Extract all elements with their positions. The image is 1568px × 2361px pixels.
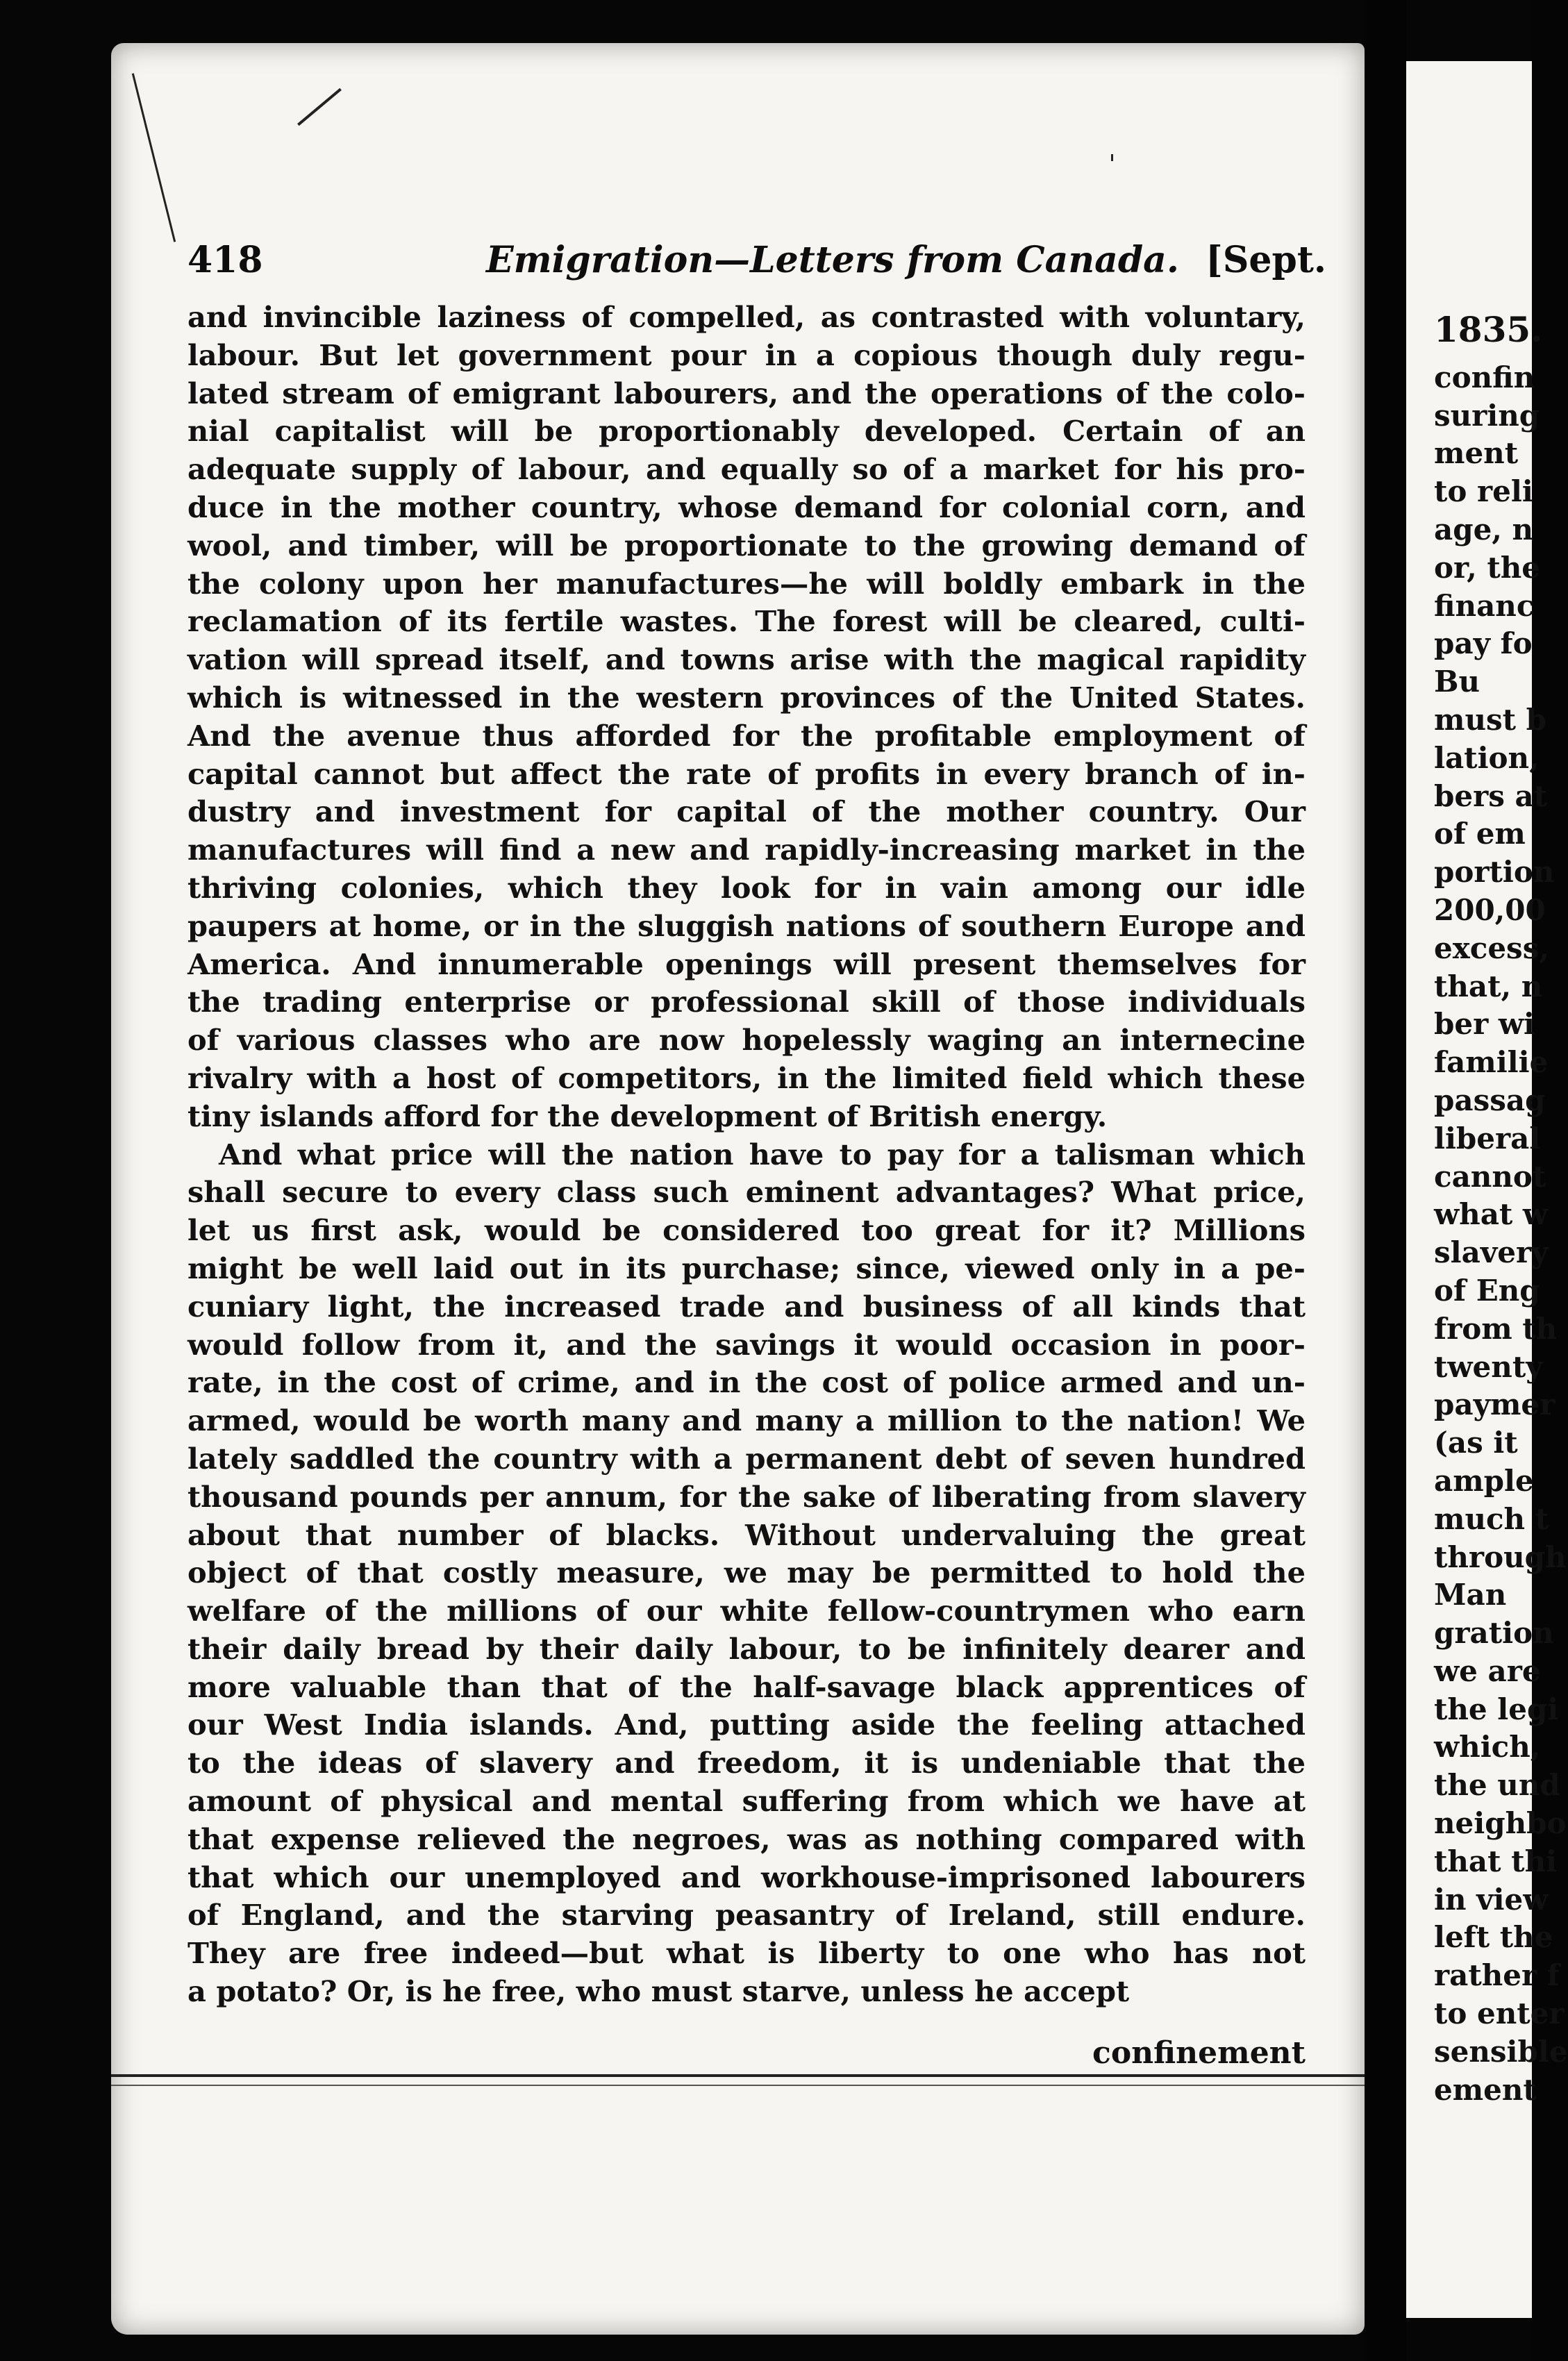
adjacent-text-fragment: that thi xyxy=(1434,1844,1558,1878)
text-line: America. And innumerable openings will present themselves for xyxy=(187,946,1306,981)
adjacent-text-fragment: to enter xyxy=(1434,1996,1565,2031)
adjacent-text-fragment: gration xyxy=(1434,1616,1554,1651)
adjacent-text-fragment: pay fo xyxy=(1434,626,1533,661)
page-gutter xyxy=(1365,0,1406,2361)
text-line: paupers at home, or in the sluggish nations of southern Europe and xyxy=(187,908,1306,943)
text-line: rate, in the cost of crime, and in the cost of police armed and un- xyxy=(187,1365,1306,1400)
text-line: duce in the mother country, whose demand for colonial corn, and xyxy=(187,490,1306,524)
text-line: And what price will the nation have to pay for a talisman which xyxy=(219,1137,1306,1171)
text-line: would follow from it, and the savings it would occasion in poor- xyxy=(187,1327,1306,1362)
text-line: dustry and investment for capital of the mother country. Our xyxy=(187,794,1306,829)
text-line: thousand pounds per annum, for the sake of liberating from slavery xyxy=(187,1479,1306,1514)
text-line: our West India islands. And, putting aside the feeling attached xyxy=(187,1708,1306,1742)
text-line: nial capitalist will be proportionably developed. Certain of an xyxy=(187,414,1306,449)
adjacent-text-fragment: sensible xyxy=(1434,2034,1568,2069)
text-line: their daily bread by their daily labour, to be infinitely dearer and xyxy=(187,1631,1306,1666)
text-line: a potato? Or, is he free, who must starve, unless he accept xyxy=(187,1974,1130,2009)
adjacent-text-fragment: the und xyxy=(1434,1768,1560,1803)
text-line: which is witnessed in the western provinces of the United States. xyxy=(187,680,1306,715)
adjacent-text-fragment: to reli xyxy=(1434,474,1533,509)
adjacent-text-fragment: much t xyxy=(1434,1501,1549,1536)
adjacent-text-fragment: paymer xyxy=(1434,1387,1556,1422)
adjacent-text-fragment: familie xyxy=(1434,1045,1549,1080)
text-line: labour. But let government pour in a copious though duly regu- xyxy=(187,337,1306,372)
adjacent-text-fragment: liberal xyxy=(1434,1121,1541,1156)
catchword: confinement xyxy=(1092,2035,1306,2071)
text-line: about that number of blacks. Without undervaluing the great xyxy=(187,1517,1306,1552)
scan-scratch xyxy=(132,73,176,242)
adjacent-text-fragment: bers at xyxy=(1434,778,1548,813)
text-line: They are free indeed—but what is liberty to one who has not xyxy=(187,1936,1306,1971)
text-line: more valuable than that of the half-savage black apprentices of xyxy=(187,1669,1306,1704)
adjacent-text-fragment: through xyxy=(1434,1540,1567,1574)
text-line: welfare of the millions of our white fellow-countrymen who earn xyxy=(187,1594,1306,1628)
text-line: and invincible laziness of compelled, as contrasted with voluntary, xyxy=(187,300,1306,334)
adjacent-text-fragment: we are xyxy=(1434,1653,1541,1688)
adjacent-text-fragment: that, n xyxy=(1434,969,1543,1003)
adjacent-text-fragment: 200,00 xyxy=(1434,892,1546,927)
text-line: tiny islands afford for the development of British energy. xyxy=(187,1099,1108,1133)
running-head xyxy=(187,236,1326,285)
adjacent-text-fragment: in view xyxy=(1434,1882,1549,1917)
adjacent-text-fragment: ment xyxy=(1434,436,1519,471)
text-line: that which our unemployed and workhouse-imprisoned labourers xyxy=(187,1860,1306,1894)
adjacent-text-fragment: must b xyxy=(1434,702,1547,737)
text-line: capital cannot but affect the rate of profits in every branch of in- xyxy=(187,756,1306,791)
adjacent-text-fragment: slavery xyxy=(1434,1235,1549,1270)
text-line: to the ideas of slavery and freedom, it is undeniable that the xyxy=(187,1746,1306,1780)
adjacent-text-fragment: lation, xyxy=(1434,740,1540,775)
text-line: the trading enterprise or professional skill of those individuals xyxy=(187,985,1306,1019)
scan-scratch xyxy=(297,88,342,126)
text-line: shall secure to every class such eminent advantages? What price, xyxy=(187,1175,1306,1210)
text-line: thriving colonies, which they look for in vain among our idle xyxy=(187,870,1306,905)
adjacent-text-fragment: which, xyxy=(1434,1730,1541,1765)
adjacent-text-fragment: ber wi xyxy=(1434,1007,1535,1042)
adjacent-page xyxy=(1406,61,1568,2318)
text-line: adequate supply of labour, and equally so of a market for his pro- xyxy=(187,452,1306,487)
adjacent-text-fragment: ample xyxy=(1434,1463,1534,1498)
text-line: rivalry with a host of competitors, in the limited field which these xyxy=(187,1060,1306,1095)
adjacent-text-fragment: portion xyxy=(1434,855,1555,890)
adjacent-text-fragment: suring xyxy=(1434,398,1540,433)
adjacent-text-fragment: of Eng xyxy=(1434,1273,1540,1308)
text-line: that expense relieved the negroes, was as nothing compared with xyxy=(187,1821,1306,1856)
adjacent-text-fragment: excess, xyxy=(1434,931,1549,965)
text-line: let us first ask, would be considered too great for it? Millions xyxy=(187,1213,1306,1248)
scan-speck xyxy=(1111,154,1113,161)
text-line: vation will spread itself, and towns arise with the magical rapidity xyxy=(187,642,1306,677)
text-line: amount of physical and mental suffering from which we have at xyxy=(187,1784,1306,1819)
text-line: reclamation of its fertile wastes. The forest will be cleared, culti- xyxy=(187,604,1306,639)
text-line: armed, would be worth many and many a million to the nation! We xyxy=(187,1403,1306,1438)
text-line: of various classes who are now hopelessly waging an internecine xyxy=(187,1023,1306,1058)
adjacent-text-fragment: left the xyxy=(1434,1920,1553,1955)
bottom-rule-thin xyxy=(111,2085,1365,2086)
text-line: manufactures will find a new and rapidly-increasing market in the xyxy=(187,833,1306,867)
adjacent-text-fragment: rather f xyxy=(1434,1958,1560,1993)
text-line: lated stream of emigrant labourers, and the operations of the colo- xyxy=(187,376,1306,410)
adjacent-text-fragment: Bu xyxy=(1434,665,1481,699)
adjacent-text-fragment: financ xyxy=(1434,588,1535,623)
running-date: [Sept. xyxy=(1206,239,1326,281)
adjacent-text-fragment: confin xyxy=(1434,360,1535,394)
text-line: the colony upon her manufactures—he will boldly embark in the xyxy=(187,566,1306,601)
adjacent-text-fragment: the legi xyxy=(1434,1692,1559,1726)
body-text xyxy=(187,299,1306,2076)
text-line: might be well laid out in its purchase; since, viewed only in a pe- xyxy=(187,1251,1306,1285)
page-number: 418 xyxy=(187,239,263,281)
adjacent-text-fragment: neighbo xyxy=(1434,1806,1567,1841)
text-line: And the avenue thus afforded for the profitable employment of xyxy=(187,718,1306,753)
adjacent-running-head: 1835. xyxy=(1434,309,1543,350)
adjacent-page-text xyxy=(1434,309,1568,2109)
adjacent-text-fragment: cannot xyxy=(1434,1159,1546,1194)
running-title: Emigration—Letters from Canada. xyxy=(486,239,1179,281)
adjacent-text-fragment: of em xyxy=(1434,817,1526,851)
text-line: cuniary light, the increased trade and business of all kinds that xyxy=(187,1289,1306,1324)
adjacent-text-fragment: Man xyxy=(1434,1578,1507,1612)
text-line: lately saddled the country with a permanent debt of seven hundred xyxy=(187,1441,1306,1476)
adjacent-text-fragment: age, n xyxy=(1434,512,1534,547)
adjacent-text-fragment: twenty xyxy=(1434,1349,1543,1384)
text-line: wool, and timber, will be proportionate to the growing demand of xyxy=(187,528,1306,562)
adjacent-text-fragment: what w xyxy=(1434,1197,1549,1232)
text-line: of England, and the starving peasantry of Ireland, still endure. xyxy=(187,1898,1306,1933)
text-line: object of that costly measure, we may be permitted to hold the xyxy=(187,1555,1306,1590)
adjacent-text-fragment: ement xyxy=(1434,2072,1537,2107)
adjacent-text-fragment: (as it xyxy=(1434,1426,1518,1460)
adjacent-text-fragment: passag xyxy=(1434,1083,1546,1117)
adjacent-text-fragment: from th xyxy=(1434,1311,1558,1346)
adjacent-text-fragment: or, the xyxy=(1434,550,1540,585)
